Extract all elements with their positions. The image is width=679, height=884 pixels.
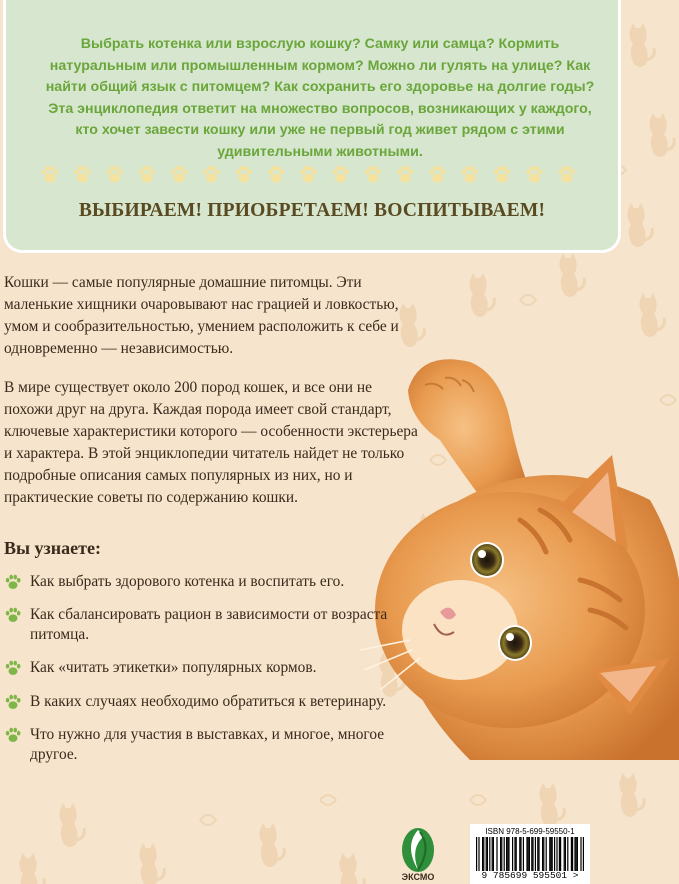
paw-print-icon bbox=[397, 166, 413, 183]
paw-print-icon bbox=[300, 166, 316, 183]
paw-print-icon bbox=[365, 166, 381, 183]
barcode bbox=[470, 824, 590, 884]
paw-print-icon bbox=[203, 166, 219, 183]
paw-print-icon bbox=[526, 166, 542, 183]
barcode-digits: 9 785699 595501 > bbox=[481, 870, 579, 881]
list-item-text: В каких случаях необходимо обратиться к ветеринару. bbox=[30, 693, 387, 710]
paw-print-icon bbox=[333, 166, 349, 183]
list-item-text: Как выбрать здорового котенка и воспитать его. bbox=[30, 573, 345, 590]
list-item-text: Как сбалансировать рацион в зависимости от возраста питомца. bbox=[30, 606, 388, 643]
paw-print-icon bbox=[429, 166, 445, 183]
intro-text: Выбрать котенка или взрослую кошку? Самку или самца? Кормить натуральным или промышленным кормом? Можно ли гулять на улице? Как найти общий язык с питомцем? Как сохранить его здоровье на долгие годы? Эта энциклопедия ответит на множество вопросов, возникающих у каждого, кто хочет завести кошку или уже не первый год живет рядом с этими удивительными животными. bbox=[45, 36, 595, 160]
list-item bbox=[4, 572, 404, 592]
paw-print-icon bbox=[4, 573, 22, 591]
paw-print-icon bbox=[4, 606, 22, 624]
paw-print-icon bbox=[4, 726, 22, 744]
isbn-text: ISBN 978-5-699-59550-1 bbox=[485, 827, 575, 836]
publisher-name: ЭКСМО bbox=[401, 872, 435, 882]
paw-print-icon bbox=[171, 166, 187, 183]
paw-print-icon bbox=[4, 659, 22, 677]
list-item bbox=[4, 725, 404, 765]
learn-heading: Вы узнаете: bbox=[4, 538, 101, 558]
paw-print-icon bbox=[268, 166, 284, 183]
paw-divider bbox=[40, 160, 600, 188]
paw-print-icon bbox=[106, 166, 122, 183]
list-item-text: Что нужно для участия в выставках, и многое, многое другое. bbox=[30, 726, 385, 763]
description-paragraph-1: Кошки — самые популярные домашние питомцы. Эти маленькие хищники очаровывают нас грацией и ловкостью, умом и сообразительностью, умением расположить к себе и одновременно — независимостью. bbox=[4, 274, 399, 357]
list-item-text: Как «читать этикетки» популярных кормов. bbox=[30, 659, 317, 676]
paw-print-icon bbox=[494, 166, 510, 183]
paw-print-icon bbox=[139, 166, 155, 183]
paw-print-icon bbox=[462, 166, 478, 183]
paw-print-icon bbox=[236, 166, 252, 183]
learn-list bbox=[4, 566, 404, 765]
list-item bbox=[4, 658, 404, 678]
paw-print-icon bbox=[559, 166, 575, 183]
slogan-heading: ВЫБИРАЕМ! ПРИОБРЕТАЕМ! ВОСПИТЫВАЕМ! bbox=[78, 200, 546, 221]
description-paragraph-2: В мире существует около 200 пород кошек, и все они не похожи друг на друга. Каждая порода имеет свой стандарт, ключевые характеристики которого — особенности экстерьера и характера. В этой энциклопедии читатель найдет не только подробные описания самых популярных из них, но и практические советы по содержанию кошки. bbox=[4, 379, 418, 506]
paw-print-icon bbox=[4, 693, 22, 711]
list-item bbox=[4, 605, 404, 645]
paw-print-icon bbox=[74, 166, 90, 183]
list-item bbox=[4, 692, 404, 712]
barcode-bars bbox=[476, 837, 584, 871]
paw-print-icon bbox=[42, 166, 58, 183]
